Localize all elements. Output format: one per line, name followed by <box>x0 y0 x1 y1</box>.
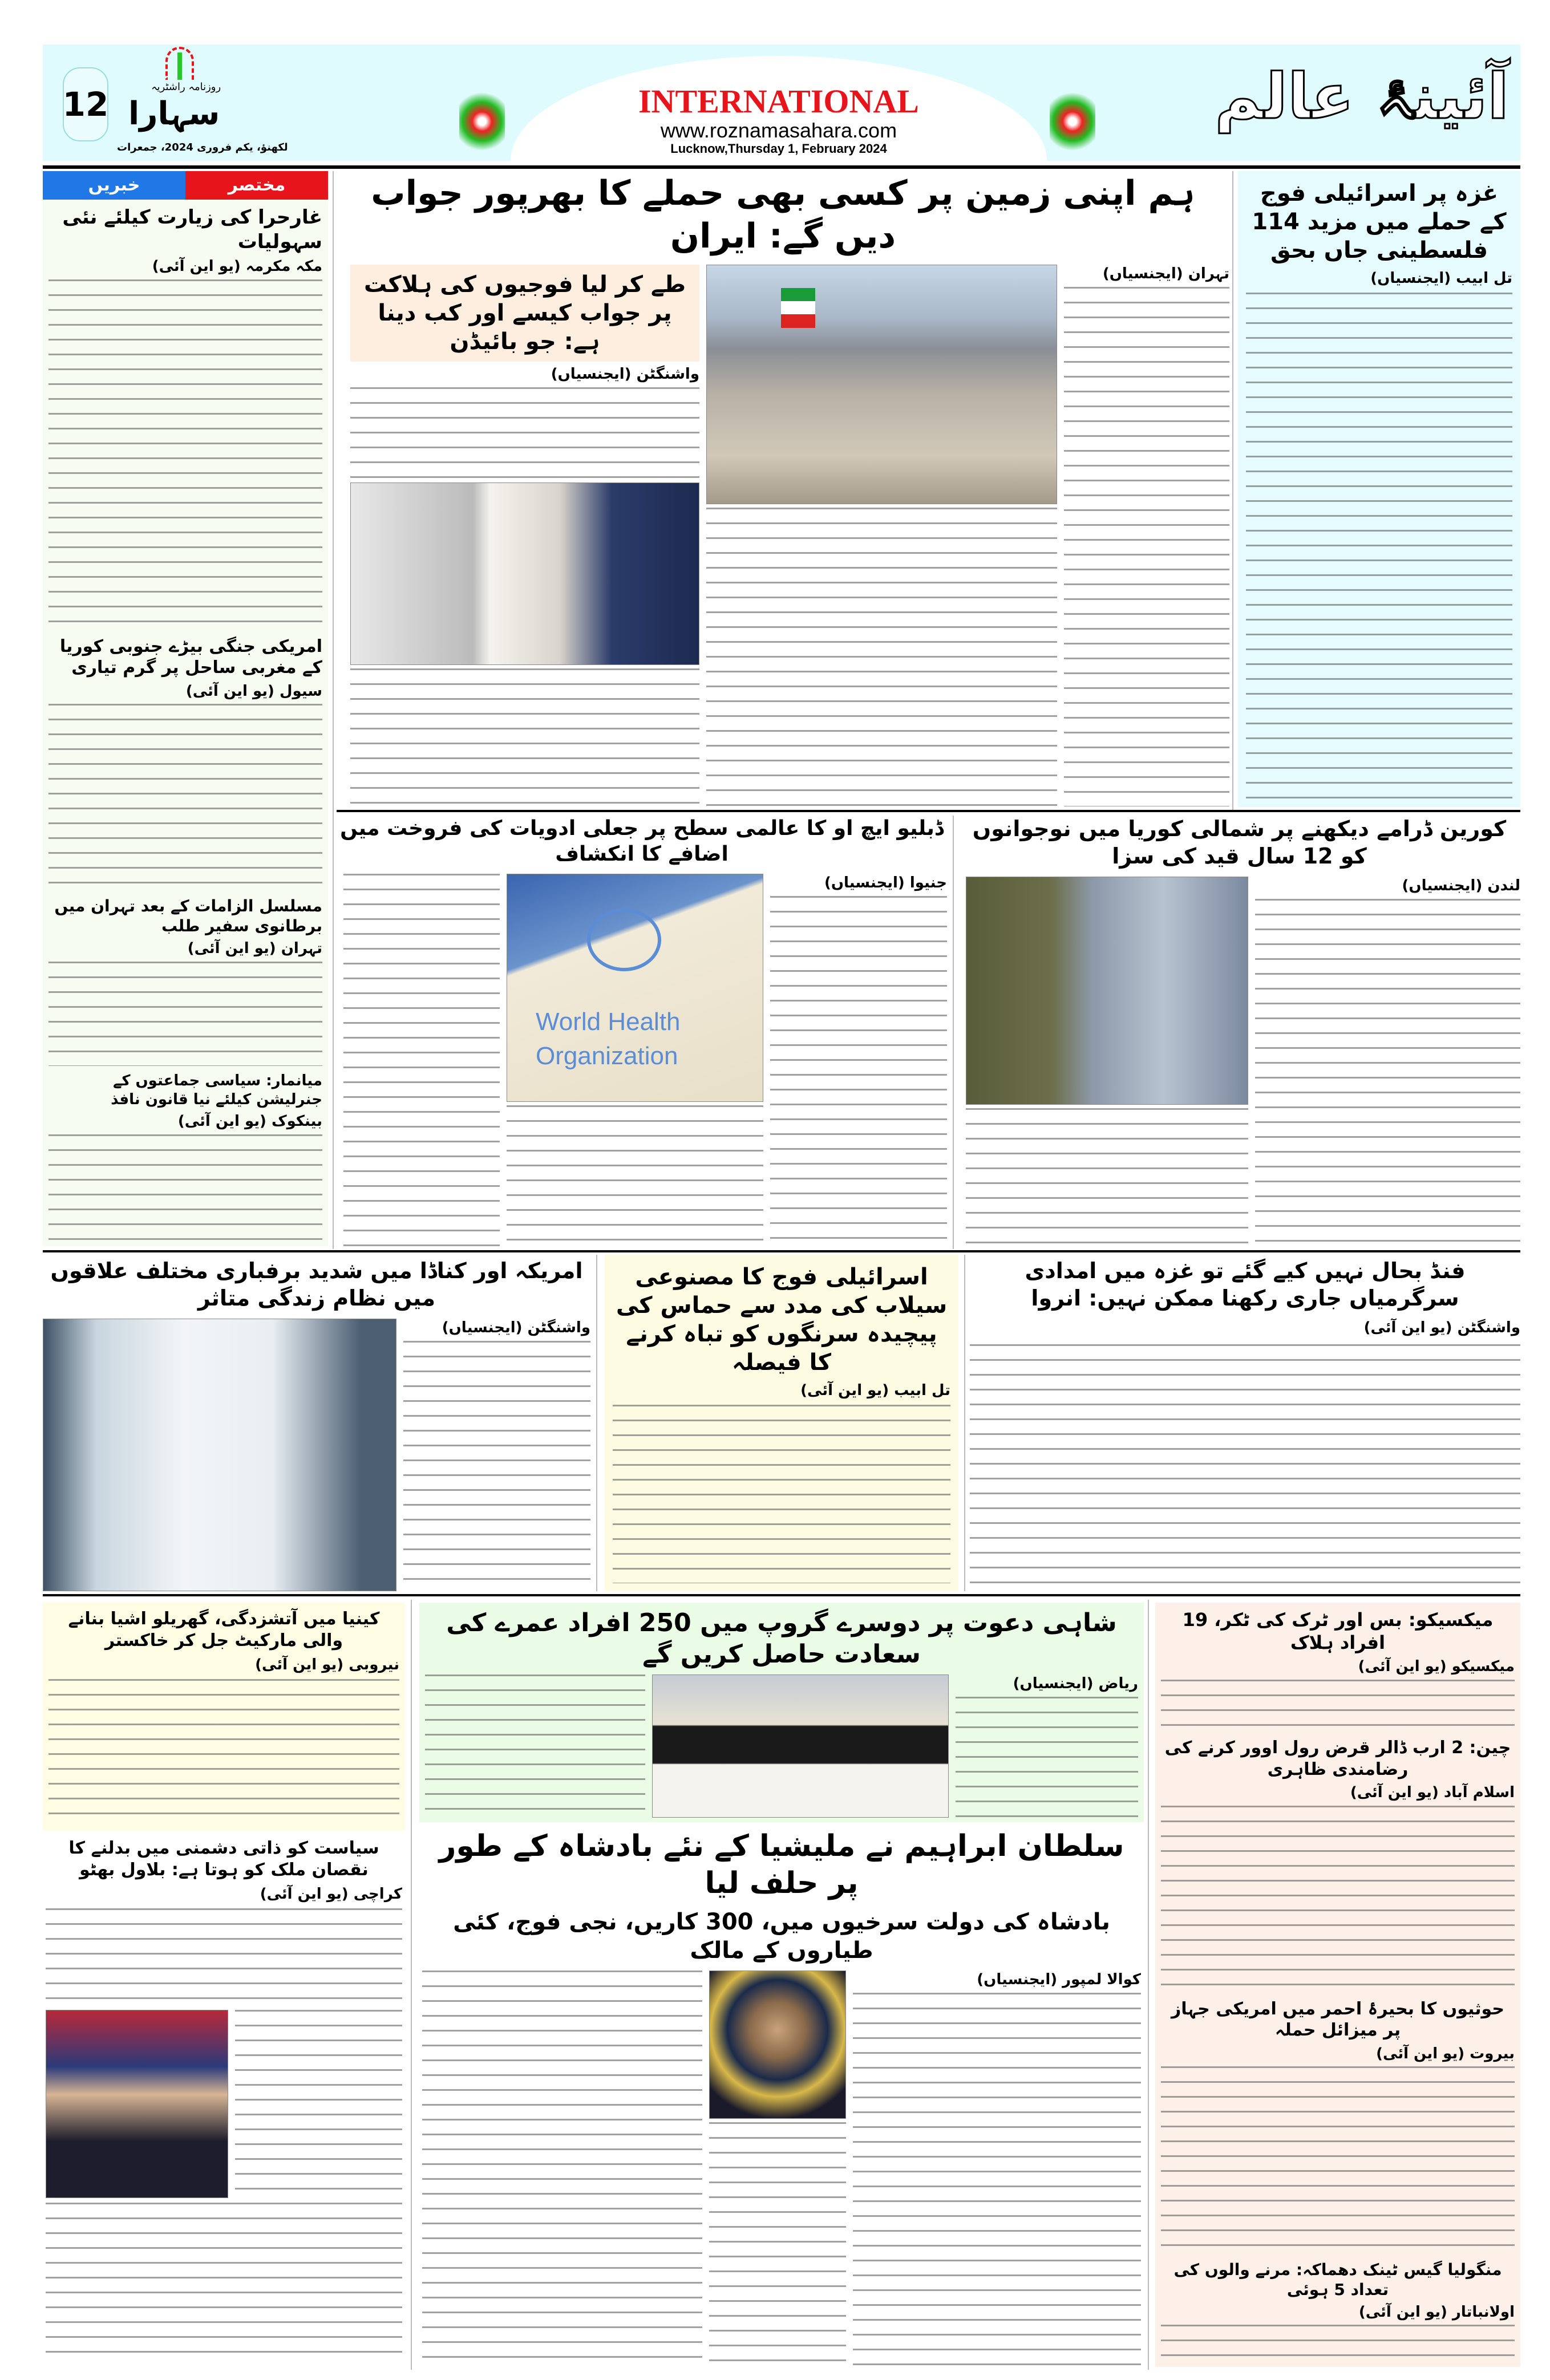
snow-story <box>43 1258 590 1591</box>
who-headline: ڈبلیو ایچ او کا عالمی سطح پر جعلی ادویات کی فروخت میں اضافے کا انکشاف <box>340 817 944 866</box>
who-logo-icon <box>587 909 661 971</box>
umrah-story <box>419 1603 1144 1822</box>
page-number-badge <box>63 67 108 141</box>
brief-headline: غارحرا کی زیارت کیلئے نئی سہولیات <box>62 206 322 253</box>
bilawal-dateline: کراچی (یو این آئی) <box>260 1886 402 1903</box>
starburst-icon <box>459 79 505 164</box>
kaaba-photo <box>652 1674 949 1818</box>
biden-headline: طے کر لیا فوجیوں کی ہلاکت پر جواب کیسے اور کب دینا ہے: جو بائیڈن <box>363 271 686 355</box>
umrah-dateline: ریاض (ایجنسیاں) <box>1013 1675 1138 1692</box>
who-photo <box>507 874 763 1102</box>
right-column <box>1155 1603 1520 2367</box>
snow-headline: امریکہ اور کناڈا میں شدید برفباری مختلف علاقوں میں نظام زندگی متاثر <box>50 1258 583 1311</box>
briefs-column <box>43 171 328 1246</box>
korea-dateline: لندن (ایجنسیاں) <box>1402 877 1520 894</box>
logo-tagline: روزنامہ راشٹریہ <box>151 81 221 93</box>
center-arch <box>511 56 1047 161</box>
brief-headline: امریکی جنگی بیڑے جنوبی کوریا کے مغربی ساحل پر گرم تیاری <box>59 636 322 678</box>
korea-story <box>958 816 1520 1246</box>
china-headline: چین: 2 ارب ڈالر قرض رول اوور کرنے کی رضامندی ظاہری <box>1164 1738 1511 1779</box>
kenya-story <box>43 1603 405 1831</box>
iran-story <box>337 172 1229 806</box>
kenya-headline: کینیا میں آتشزدگی، گھریلو اشیا بنانے والی مارکیٹ جل کر خاکستر <box>68 1609 380 1651</box>
date-en: Lucknow,Thursday 1, February 2024 <box>670 141 887 156</box>
tehran-photo <box>706 265 1057 504</box>
houthi-headline: حوثیوں کا بحیرۂ احمر میں امریکی جہاز پر میزائل حملہ <box>1171 1998 1504 2041</box>
section-title-en: INTERNATIONAL <box>638 83 919 120</box>
hamas-story <box>605 1255 958 1591</box>
tab-khabrein: خبریں <box>43 171 185 200</box>
biden-box <box>350 265 699 362</box>
mexico-headline: میکسیکو: بس اور ٹرک کی ٹکر، 19 افراد ہلاک <box>1182 1609 1494 1653</box>
brief-headline: میانمار: سیاسی جماعتوں کے جنرلیشن کیلئے نیا قانون نافذ <box>111 1072 322 1108</box>
brief-dateline: سیول (یو این آئی) <box>185 682 322 700</box>
who-dateline: جنیوا (ایجنسیاں) <box>824 874 947 891</box>
tab-mukhtasar: مختصر <box>185 171 328 200</box>
brief-dateline: مکہ مکرمہ (یو این آئی) <box>152 258 322 275</box>
biden-dateline: واشنگٹن (ایجنسیاں) <box>551 366 699 383</box>
malaysia-subheadline: بادشاہ کی دولت سرخیوں میں، 300 کاریں، نجی فوج، کئی طیاروں کے مالک <box>453 1909 1110 1964</box>
brief-headline: مسلسل الزامات کے بعد تہران میں برطانوی سفیر طلب <box>54 897 322 936</box>
bilawal-headline: سیاست کو ذاتی دشمنی میں بدلنے کا نقصان ملک کو ہوتا ہے: بلاول بھٹو <box>68 1838 379 1880</box>
umrah-headline: شاہی دعوت پر دوسرے گروپ میں 250 افراد عمرے کی سعادت حاصل کریں گے <box>446 1608 1117 1669</box>
brief-dateline: بینکوک (یو این آئی) <box>177 1113 322 1130</box>
hamas-headline: اسرائیلی فوج کا مصنوعی سیلاب کی مدد سے حماس کی پیچیدہ سرنگوں کو تباہ کرنے کا فیصلہ <box>616 1264 948 1376</box>
masthead <box>43 44 1520 161</box>
malaysia-headline: سلطان ابراہیم نے ملیشیا کے نئے بادشاہ کے طور پر حلف لیا <box>439 1829 1124 1900</box>
gaza-dateline: تل ابیب (ایجنسیاں) <box>1370 270 1512 287</box>
malaysia-story <box>419 1828 1144 2367</box>
biden-photo <box>350 483 699 665</box>
section-title-ur: آئینۂ عالم <box>1215 60 1509 133</box>
gaza-headline: غزہ پر اسرائیلی فوج کے حملے میں مزید 114 فلسطینی جاں بحق <box>1252 180 1507 263</box>
iran-dateline: تہران (ایجنسیاں) <box>1102 265 1229 282</box>
website-link[interactable]: www.roznamasahara.com <box>660 118 897 142</box>
urdu-date: لکھنؤ، یکم فروری 2024، جمعرات <box>117 141 288 153</box>
snow-photo <box>43 1319 396 1591</box>
iran-headline: ہم اپنی زمین پر کسی بھی حملے کا بھرپور جواب دیں گے: ایران <box>371 173 1195 256</box>
houthi-dateline: بیروت (یو این آئی) <box>1376 2045 1515 2062</box>
china-dateline: اسلام آباد (یو این آئی) <box>1350 1784 1515 1801</box>
sultan-photo <box>709 1971 846 2119</box>
bilawal-photo <box>46 2010 228 2198</box>
brief-dateline: تہران (یو این آئی) <box>187 940 322 958</box>
gaza-story <box>1238 171 1520 807</box>
malaysia-dateline: کوالا لمپور (ایجنسیاں) <box>977 1971 1141 1988</box>
iran-flag <box>781 288 815 328</box>
snow-dateline: واشنگٹن (ایجنسیاں) <box>442 1319 590 1336</box>
mexico-dateline: میکسیکو (یو این آئی) <box>1358 1658 1515 1675</box>
logo <box>117 47 288 159</box>
who-sign-line2: Organization <box>536 1042 678 1070</box>
logo-text: سہارا <box>128 95 220 132</box>
unrwa-story <box>970 1258 1520 1591</box>
hamas-dateline: تل ابیب (یو این آئی) <box>800 1382 950 1399</box>
kenya-dateline: نیروبی (یو این آئی) <box>255 1656 399 1673</box>
unrwa-dateline: واشنگٹن (یو این آئی) <box>1363 1319 1520 1336</box>
mongolia-dateline: اولانباتار (یو این آئی) <box>1358 2303 1515 2321</box>
page-number: 12 <box>62 85 109 124</box>
mongolia-headline: منگولیا گیس ٹینک دھماکہ: مرنے والوں کی تعداد 5 ہوئی <box>1173 2260 1502 2299</box>
starburst-icon <box>1050 79 1095 164</box>
korea-headline: کورین ڈرامے دیکھنے پر شمالی کوریا میں نوجوانوں کو 12 سال قید کی سزا <box>972 816 1507 869</box>
unrwa-headline: فنڈ بحال نہیں کیے گئے تو غزہ میں امدادی سرگرمیاں جاری رکھنا ممکن نہیں: انروا <box>1025 1258 1466 1311</box>
divider <box>43 165 1520 169</box>
who-story <box>337 816 947 1246</box>
bilawal-story <box>43 1838 405 2365</box>
korea-photo <box>966 877 1248 1105</box>
who-sign-line1: World Health <box>536 1008 681 1036</box>
